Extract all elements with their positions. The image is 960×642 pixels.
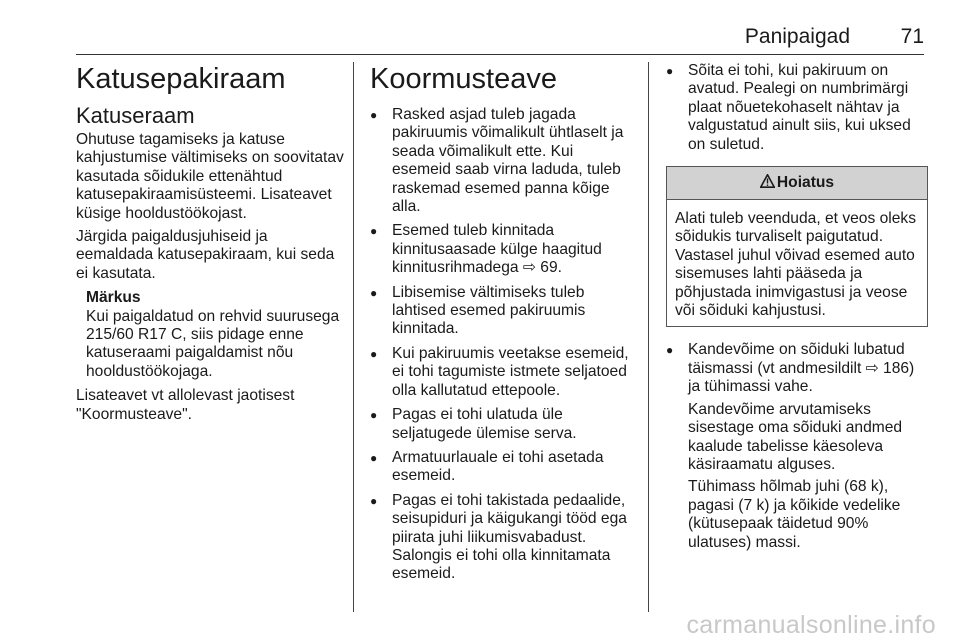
paragraph-installation: Järgida paigaldusjuhiseid ja eemaldada katusepakiraam, kui seda ei kasutata.: [76, 228, 335, 282]
paragraph-more-info: Lisateavet vt allolevast jaotisest "Koormusteave".: [76, 387, 295, 423]
warning-triangle-icon: [760, 174, 775, 188]
note-text: Kui paigaldatud on rehvid suurusega 215/60 R17 C, siis pidage enne katuseraami paigaldamist nõu hooldustöökojaga.: [86, 307, 340, 380]
heading-katusepakiraam: Katusepakiraam: [76, 63, 286, 95]
heading-koormusteave: Koormusteave: [370, 63, 557, 95]
warning-header: [667, 167, 927, 200]
column-2: [370, 62, 635, 590]
loading-bullet-list: [370, 106, 635, 584]
column-3: [666, 62, 928, 558]
warning-box: [666, 166, 928, 327]
list-item-text: ● Kandevõime on sõiduki lubatud täismassi (vt andmesildilt ⇨ 186) ja tühimassi vahe.: [688, 341, 915, 396]
list-item-paragraph: Kandevõime arvutamiseks sisestage oma sõiduki andmed kaalude tabelisse käesoleva käsiraamatu alguses.: [688, 400, 903, 473]
list-item: ● Pagas ei tohi takistada pedaalide, seisupiduri ja käigukangi tööd ega piirata juhi liikumisvabadust. Salongis ei tohi olla kinnitamata esemeid.: [370, 492, 635, 584]
page-number: 71: [900, 25, 924, 48]
list-item: ● Libisemise vältimiseks tuleb lahtised esemed pakiruumis kinnitada.: [370, 284, 635, 339]
bullet-list-top: [666, 62, 928, 154]
column-divider-2: [648, 62, 649, 612]
note-title: Märkus: [86, 289, 141, 307]
warning-title: Hoiatus: [776, 174, 835, 192]
note-box: [76, 289, 346, 381]
subheading-katuseraam: Katuseraam: [76, 103, 195, 128]
watermark: carmanualsonline.info: [686, 611, 936, 639]
page-header: [76, 22, 924, 55]
paragraph-safety: Ohutuse tagamiseks ja katuse kahjustumise vältimiseks on soovitatav kasutada sõidukile ettenähtud katusepakiraamisüsteemi. Lisateavet küsige hooldustöökojast.: [76, 131, 344, 222]
list-item: ● Rasked asjad tuleb jagada pakiruumis võimalikult ühtlaselt ja seada võimalikult ette. Kui esemeid saab virna laduda, tuleb raskemad esemed panna kõige alla.: [370, 106, 635, 216]
bullet-list-bottom: [666, 341, 928, 551]
list-item: ● Kui pakiruumis veetakse esemeid, ei tohi tagumiste istmete seljatoed olla kallutatud ettepoole.: [370, 345, 635, 400]
list-item: ● Esemed tuleb kinnitada kinnitusaasade külge haagitud kinnitusrihmadega ⇨ 69.: [370, 222, 635, 277]
warning-text: Alati tuleb veenduda, et veos oleks sõidukis turvaliselt paigutatud. Vastasel juhul võivad esemed auto sisemuses lahti pääseda ja põhjustada inimvigastusi ja veose või sõiduki kahjustusi.: [675, 210, 916, 320]
list-item-paragraph: Tühimass hõlmab juhi (68 k), pagasi (7 k) ja kõikide vedelike (kütusepaak täidetud 90% ulatuses) massi.: [688, 478, 901, 551]
list-item: ● Armatuurlauale ei tohi asetada esemeid.: [370, 449, 635, 486]
column-1: [76, 62, 346, 429]
list-item: ● Pagas ei tohi ulatuda üle seljatugede ülemise serva.: [370, 406, 635, 443]
column-divider-1: [353, 62, 354, 612]
section-title: Panipaigad: [744, 25, 850, 48]
list-item: [666, 341, 928, 551]
list-item: ● Sõita ei tohi, kui pakiruum on avatud. Pealegi on numbrimärgi plaat nõuetekohaselt nähtav ja valgustatud ainult siis, kui uksed on suletud.: [666, 62, 928, 154]
